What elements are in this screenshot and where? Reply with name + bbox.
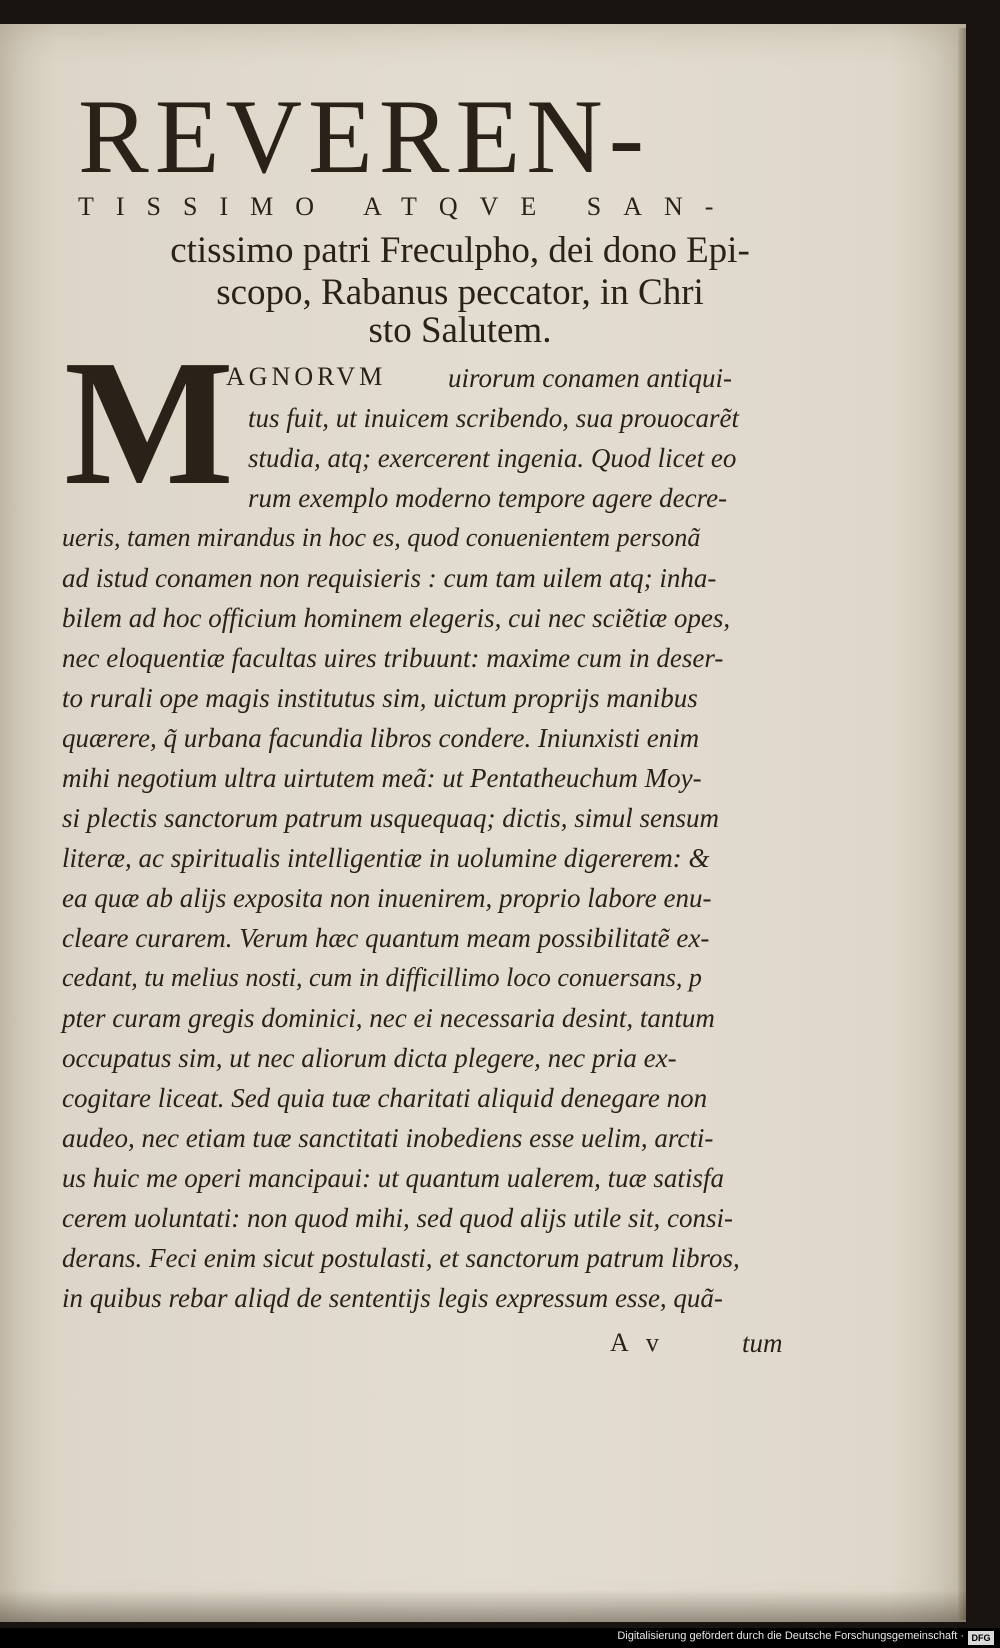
text-line: ea quæ ab alijs exposita non inuenirem, proprio labore enu- [62,883,712,913]
text-line: rum exemplo moderno tempore agere decre- [248,483,728,513]
text-line: derans. Feci enim sicut postulasti, et sanctorum patrum libros, [62,1243,740,1273]
text-line: in quibus rebar aliqd de sententijs legis expressum esse, quã- [62,1283,723,1313]
text-line: cleare curarem. Verum hæc quantum meam possibilitatẽ ex- [62,923,710,953]
text-line: literæ, ac spiritualis intelligentiæ in uolumine digererem: & [62,843,710,873]
text-line: bilem ad hoc officium hominem elegeris, cui nec sciẽtiæ opes, [62,603,731,633]
text-line: nec eloquentiæ facultas uires tribuunt: maxime cum in deser- [62,643,724,673]
dedication-line-1: ctissimo patri Freculpho, dei dono Epi- [170,230,750,271]
text-line: cogitare liceat. Sed quia tuæ charitati aliquid denegare non [62,1083,708,1113]
heading-small: TISSIMO ATQVE SAN- [78,192,736,221]
text-line: ad istud conamen non requisieris : cum tam uilem atq; inha- [62,563,717,593]
text-line: audeo, nec etiam tuæ sanctitati inobediens esse uelim, arcti- [62,1123,714,1153]
text-line: mihi negotium ultra uirtutem meã: ut Pentatheuchum Moy- [62,763,702,793]
page-edge [958,28,966,1620]
text-line: cedant, tu melius nosti, cum in difficillimo loco conuersans, p [62,963,702,992]
text-line: ueris, tamen mirandus in hoc es, quod conuenientem personã [62,523,701,552]
dedication-line-2: scopo, Rabanus peccator, in Chri [216,272,704,313]
drop-cap: M [64,323,234,522]
text-line: uirorum conamen antiqui- [448,363,732,393]
text-line: pter curam gregis dominici, nec ei necessaria desint, tantum [62,1003,715,1033]
dfg-logo: DFG [968,1631,994,1645]
footer-credit: Digitalisierung gefördert durch die Deutsche Forschungsgemeinschaft · [617,1630,964,1642]
text-line: to rurali ope magis institutus sim, uictum proprijs manibus [62,683,698,713]
text-line: occupatus sim, ut nec aliorum dicta plegere, nec pria ex- [62,1043,677,1073]
signature-mark: A v [610,1328,665,1357]
text-line: studia, atq; exercerent ingenia. Quod licet eo [248,443,737,473]
heading-large: REVEREN- [78,78,651,195]
text-line: quærere, q̃ urbana facundia libros condere. Iniunxisti enim [62,723,700,753]
catchword: tum [742,1328,783,1358]
dedication-line-3: sto Salutem. [368,310,552,351]
text-line: si plectis sanctorum patrum usquequaq; dictis, simul sensum [62,803,719,833]
text-line: cerem uoluntati: non quod mihi, sed quod alijs utile sit, consi- [62,1203,733,1233]
first-word: AGNORVM [226,362,387,391]
text-line: us huic me operi mancipaui: ut quantum ualerem, tuæ satisfa [62,1163,724,1193]
text-line: tus fuit, ut inuicem scribendo, sua prouocarẽt [248,403,739,433]
page-shadow [0,1590,966,1622]
